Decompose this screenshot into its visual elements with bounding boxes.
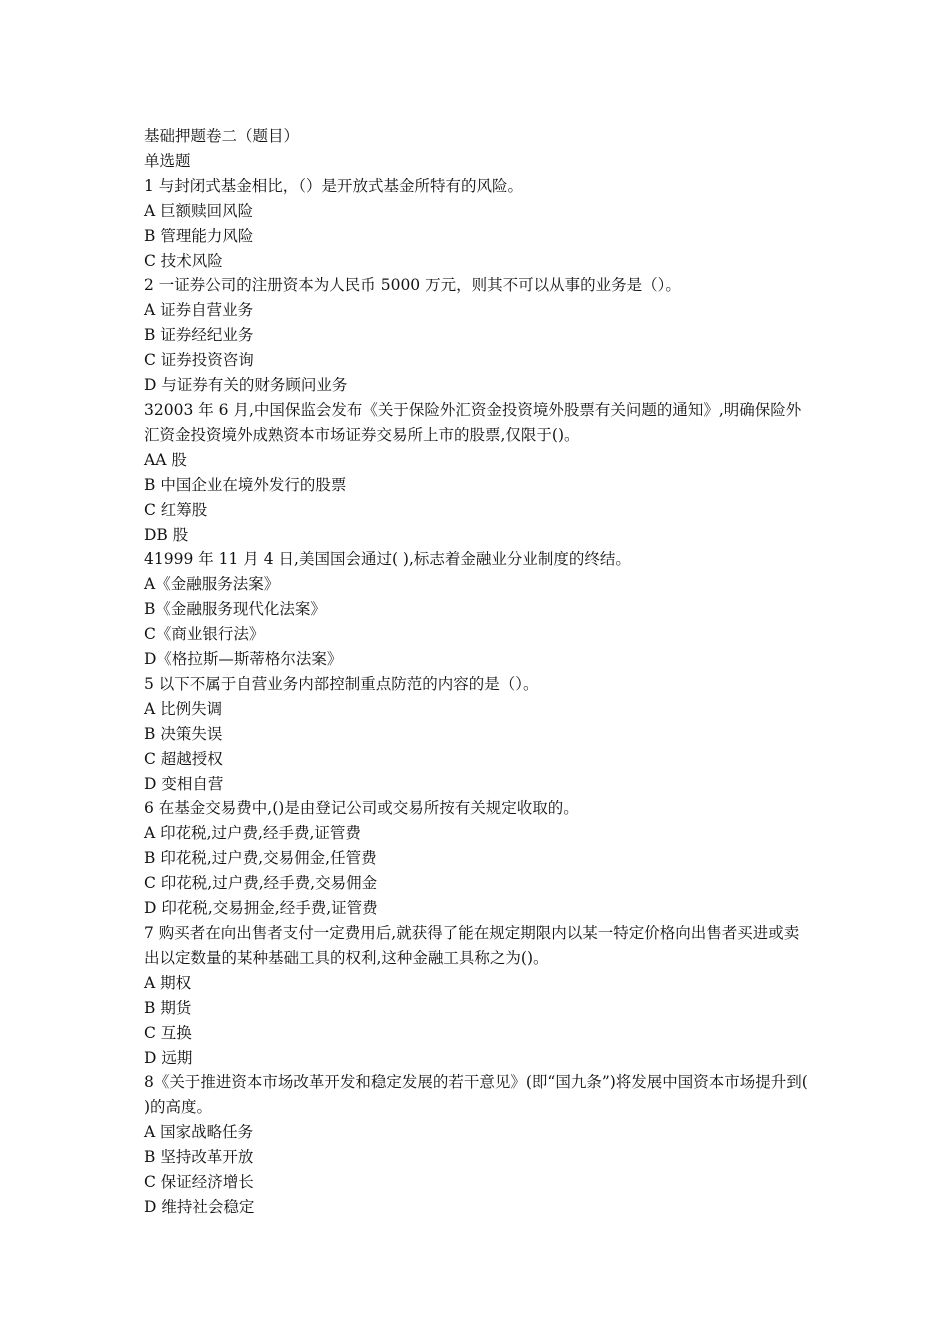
question-text: 2 一证券公司的注册资本为人民币 5000 万元，则其不可以从事的业务是（）。 — [144, 276, 681, 295]
option-d: D《格拉斯—斯蒂格尔法案》 — [144, 650, 343, 669]
option-c: C 技术风险 — [144, 251, 223, 270]
question-3 — [144, 398, 814, 547]
option-a: A《金融服务法案》 — [144, 575, 280, 594]
question-text: 5 以下不属于自营业务内部控制重点防范的内容的是（）。 — [144, 674, 539, 693]
question-text: 8《关于推进资本市场改革开发和稳定发展的若干意见》(即“国九条”)将发展中国资本市场提升到( )的高度。 — [144, 1073, 808, 1117]
question-1 — [144, 174, 814, 274]
option-d: D 维持社会稳定 — [144, 1197, 255, 1216]
document-title: 基础押题卷二（题目） — [144, 127, 300, 145]
question-8 — [144, 1070, 814, 1219]
option-a: A 印花税,过户费,经手费,证管费 — [144, 824, 361, 843]
option-d: D 与证券有关的财务顾问业务 — [144, 376, 348, 395]
question-5 — [144, 672, 814, 797]
option-c: C 超越授权 — [144, 749, 223, 768]
option-d: D 印花税,交易拥金,经手费,证管费 — [144, 899, 378, 918]
question-text: 6 在基金交易费中,()是由登记公司或交易所按有关规定收取的。 — [144, 799, 579, 818]
option-a: A 比例失调 — [144, 699, 223, 718]
question-4 — [144, 547, 814, 672]
option-b: B 决策失误 — [144, 724, 223, 743]
question-text: 1 与封闭式基金相比，（）是开放式基金所特有的风险。 — [144, 176, 524, 195]
section-heading: 单选题 — [144, 151, 191, 170]
option-c: C 红筹股 — [144, 500, 208, 519]
question-text: 41999 年 11 月 4 日,美国国会通过( ),标志着金融业分业制度的终结。 — [144, 550, 631, 569]
option-b: B 期货 — [144, 998, 192, 1017]
option-a: A 期权 — [144, 973, 192, 992]
option-b: B 证券经纪业务 — [144, 326, 254, 345]
option-b: B 中国企业在境外发行的股票 — [144, 475, 347, 494]
question-text: 32003 年 6 月,中国保监会发布《关于保险外汇资金投资境外股票有关问题的通知》,明确保险外汇资金投资境外成熟资本市场证券交易所上市的股票,仅限于()。 — [144, 400, 802, 444]
option-a: A 国家战略任务 — [144, 1123, 254, 1142]
option-b: B《金融服务现代化法案》 — [144, 600, 326, 619]
question-6 — [144, 796, 814, 921]
option-c: C 印花税,过户费,经手费,交易佣金 — [144, 874, 378, 893]
question-2 — [144, 273, 814, 398]
question-text: 7 购买者在向出售者支付一定费用后,就获得了能在规定期限内以某一特定价格向出售者买进或卖出以定数量的某种基础工具的权利,这种金融工具称之为()。 — [144, 924, 800, 967]
option-a: AA 股 — [144, 450, 187, 469]
option-c: C《商业银行法》 — [144, 625, 265, 644]
option-b: B 管理能力风险 — [144, 226, 254, 245]
option-c: C 保证经济增长 — [144, 1173, 254, 1192]
option-b: B 印花税,过户费,交易佣金,任管费 — [144, 849, 377, 868]
option-b: B 坚持改革开放 — [144, 1148, 254, 1167]
document-body — [144, 124, 814, 1220]
option-c: C 证券投资咨询 — [144, 351, 254, 370]
option-a: A 巨额赎回风险 — [144, 201, 254, 220]
option-c: C 互换 — [144, 1023, 192, 1042]
option-a: A 证券自营业务 — [144, 301, 254, 320]
question-7 — [144, 921, 814, 1070]
option-d: DB 股 — [144, 525, 189, 544]
option-d: D 远期 — [144, 1048, 193, 1067]
option-d: D 变相自营 — [144, 774, 224, 793]
